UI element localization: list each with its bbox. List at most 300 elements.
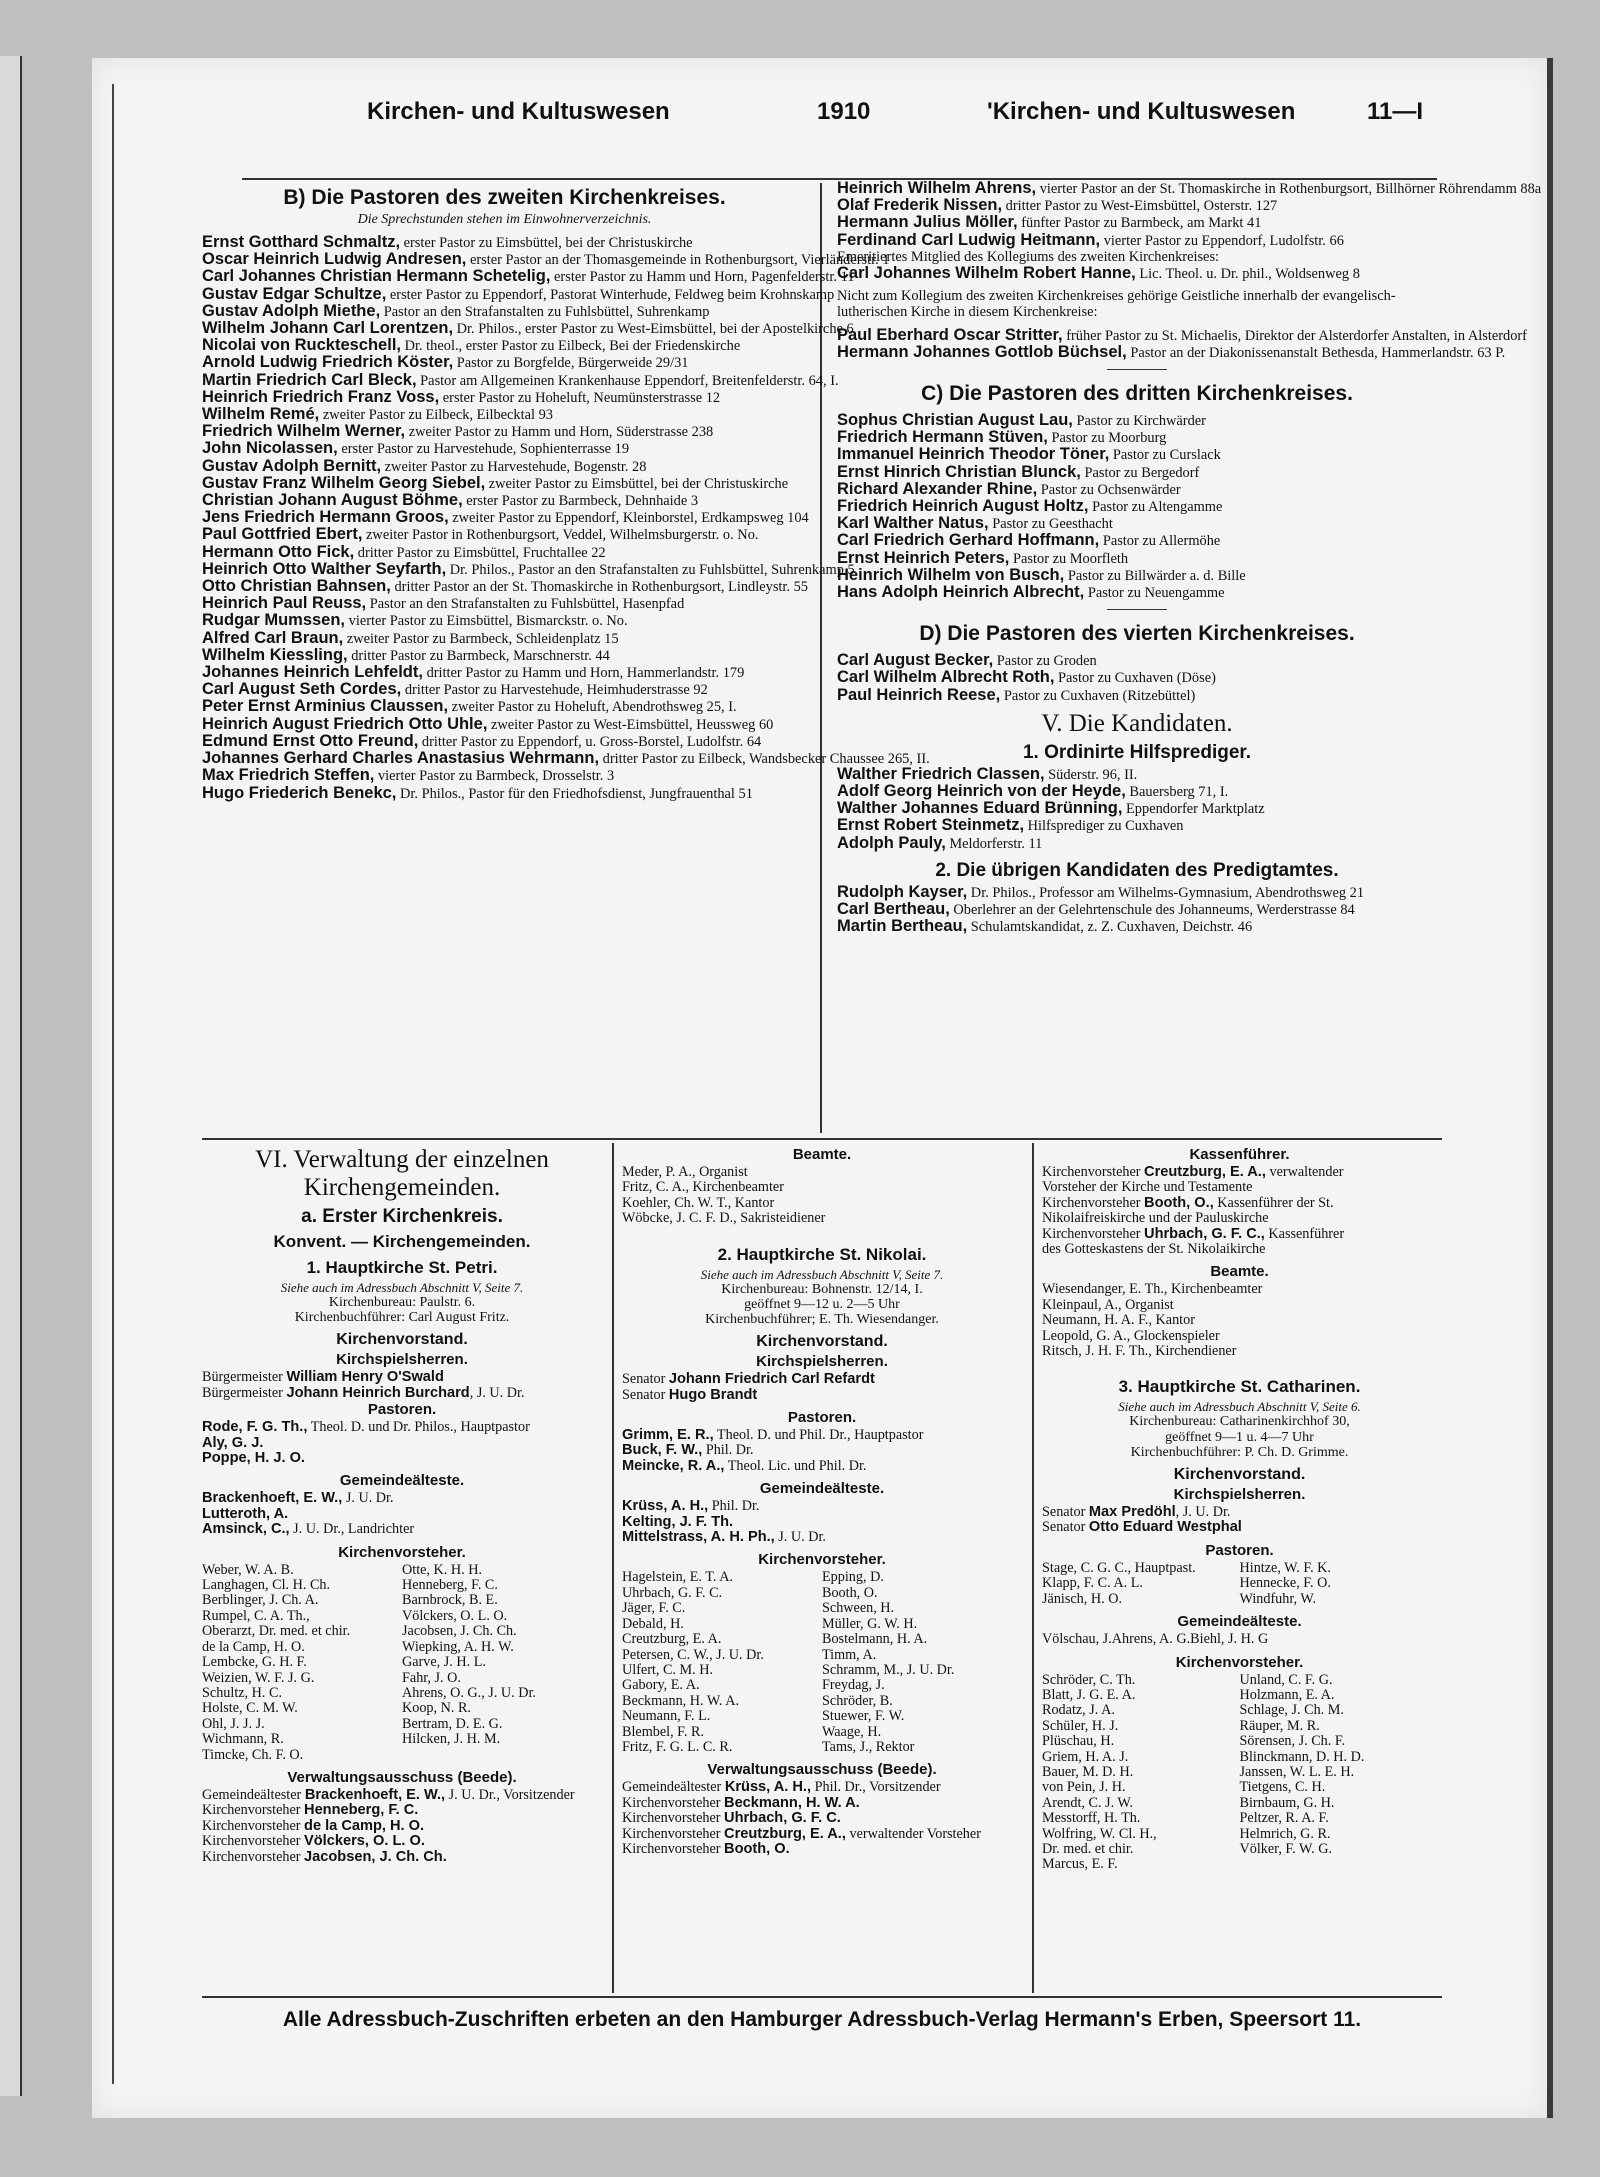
- entry-detail: Dr. theol., erster Pastor zu Eilbeck, Bei der Friedenskirche: [400, 338, 741, 355]
- item-name: Creutzburg, E. A.,: [1144, 1164, 1266, 1180]
- entry-detail: erster Pastor zu Hoheluft, Neumünsterstrasse 12: [439, 389, 721, 406]
- list-item: [1042, 1520, 1437, 1535]
- entry-name: Karl Walther Natus,: [837, 514, 989, 533]
- section-b-title: B) Die Pastoren des zweiten Kirchenkreises.: [283, 186, 726, 209]
- separator: [1107, 369, 1167, 370]
- item-detail: J. U. Dr.: [774, 1529, 826, 1546]
- nikolai-ausschuss-heading: Verwaltungsausschuss (Beede).: [707, 1761, 937, 1779]
- list-item: [622, 1459, 1022, 1474]
- list-item: Schröder, B.: [822, 1692, 893, 1709]
- entry: [202, 595, 807, 612]
- list-item: Jänisch, H. O.: [1042, 1590, 1122, 1607]
- item-detail: Kassenführer: [1264, 1225, 1345, 1242]
- list-item: [1042, 1242, 1437, 1257]
- catharinen-pastoren-left: [1042, 1561, 1240, 1607]
- item-detail: Phil. Dr.: [702, 1442, 754, 1459]
- list-item: de la Camp, H. O.: [202, 1638, 305, 1655]
- entry-detail: Dr. Philos., Professor am Wilhelms-Gymnasium, Abendrothsweg 21: [967, 884, 1365, 901]
- item-detail: Senator: [622, 1386, 669, 1403]
- item-detail: Kirchenvorsteher: [202, 1848, 305, 1865]
- nikolai-aelteste-heading: Gemeindeälteste.: [759, 1480, 885, 1498]
- entry-name: Immanuel Heinrich Theodor Töner,: [837, 445, 1110, 464]
- entry-name: Oscar Heinrich Ludwig Andresen,: [202, 250, 467, 269]
- entry-name: Rudolph Kayser,: [837, 882, 968, 901]
- catharinen-vorsteher-heading: Kirchenvorsteher.: [1175, 1653, 1304, 1671]
- entry-name: Carl Wilhelm Albrecht Roth,: [837, 668, 1055, 687]
- list-item: Räuper, M. R.: [1239, 1717, 1320, 1734]
- entry: [202, 526, 807, 543]
- item-name: Amsinck, C.,: [202, 1521, 290, 1538]
- list-item: Holzmann, E. A.: [1239, 1686, 1335, 1703]
- document-page: [92, 58, 1553, 2118]
- entry: [202, 284, 835, 303]
- catharinen-herren-list: [1042, 1505, 1437, 1536]
- item-detail: verwaltender: [1265, 1164, 1344, 1180]
- catharinen-aelteste-list: [1042, 1632, 1437, 1647]
- list-item: Neumann, H. A. F., Kantor: [1042, 1312, 1195, 1329]
- entry-detail: zweiter Pastor in Rothenburgsort, Veddel, Wilhelmsburgerstr. o. No.: [362, 527, 759, 544]
- entry-detail: Schulamtskandidat, z. Z. Cuxhaven, Deichstr. 46: [967, 919, 1253, 936]
- list-item: Tietgens, C. H.: [1239, 1779, 1326, 1796]
- catharinen-title: 3. Hauptkirche St. Catharinen.: [1118, 1377, 1361, 1397]
- item-name: Krüss, A. H.,: [622, 1498, 709, 1515]
- list-item: Barnbrock, B. E.: [402, 1592, 498, 1609]
- entry-name: Gustav Adolph Bernitt,: [202, 456, 382, 475]
- list-item: [202, 1834, 602, 1849]
- entry-detail: erster Pastor zu Harvestehude, Sophienterrasse 19: [337, 441, 630, 458]
- entry-name: Christian Johann August Böhme,: [202, 491, 463, 510]
- list-item: [622, 1827, 1022, 1842]
- entry: [837, 342, 1506, 361]
- entry-detail: zweiter Pastor zu Eimsbüttel, bei der Christuskirche: [485, 475, 789, 492]
- list-item: Schröder, C. Th.: [1042, 1671, 1136, 1688]
- entry: [202, 681, 807, 698]
- entry-name: Paul Gottfried Ebert,: [202, 525, 363, 544]
- nikolai-geoeffnet: geöffnet 9—12 u. 2—5 Uhr: [744, 1296, 900, 1312]
- list-item: Timcke, Ch. F. O.: [202, 1746, 304, 1763]
- list-item: Jacobsen, J. Ch. Ch.: [402, 1623, 517, 1640]
- entry-name: Carl August Seth Cordes,: [202, 680, 402, 699]
- nikolai-aelteste-list: [622, 1499, 1022, 1545]
- list-item: Petersen, C. W., J. U. Dr.: [622, 1646, 764, 1663]
- catharinen-aelteste-heading: Gemeindeälteste.: [1177, 1613, 1302, 1631]
- entry-detail: Bauersberg 71, I.: [1125, 784, 1229, 801]
- section-d-list: [837, 652, 1437, 704]
- entry-name: Richard Alexander Rhine,: [837, 479, 1038, 498]
- list-item: [202, 1386, 602, 1401]
- entry-name: Paul Heinrich Reese,: [837, 685, 1001, 704]
- petri-pastoren-heading: Pastoren.: [367, 1401, 437, 1419]
- list-item: Blembel, F. R.: [622, 1723, 705, 1740]
- header-left-title: Kirchen- und Kultuswesen: [367, 98, 670, 125]
- list-item: Ritsch, J. H. F. Th., Kirchendiener: [1042, 1343, 1237, 1360]
- list-item: [202, 1850, 602, 1865]
- beamte-1-list: [622, 1165, 1022, 1227]
- item-name: Meincke, R. A.,: [622, 1457, 725, 1474]
- list-item: [1042, 1211, 1437, 1226]
- list-item: Hilcken, J. H. M.: [402, 1731, 501, 1748]
- entry: [202, 698, 807, 715]
- entry-detail: Oberlehrer an der Gelehrtenschule des Johanneums, Werderstrasse 84: [949, 902, 1355, 919]
- list-item: Koop, N. R.: [402, 1700, 471, 1717]
- entry: [202, 267, 855, 286]
- item-detail: Senator: [1042, 1519, 1089, 1536]
- catharinen-geoeffnet: geöffnet 9—1 u. 4—7 Uhr: [1165, 1429, 1314, 1445]
- section-d-title: D) Die Pastoren des vierten Kirchenkreises.: [919, 622, 1355, 646]
- list-item: Schlage, J. Ch. M.: [1239, 1702, 1344, 1719]
- list-item: Bauer, M. D. H.: [1042, 1763, 1134, 1780]
- entry-detail: erster Pastor zu Barmbeck, Dehnhaide 3: [462, 493, 699, 510]
- list-item: [202, 1370, 602, 1385]
- item-name: Johann Friedrich Carl Refardt: [668, 1371, 875, 1388]
- right-top-column: [837, 179, 1542, 936]
- entry-name: Alfred Carl Braun,: [202, 628, 344, 647]
- item-detail: Senator: [1042, 1504, 1089, 1521]
- list-item: [622, 1780, 1022, 1795]
- entry-detail: Dr. Philos., Pastor für den Friedhofsdienst, Jungfrauenthal 51: [396, 785, 753, 802]
- catharinen-vorsteher-left: [1042, 1673, 1240, 1873]
- item-detail: Bürgermeister: [202, 1369, 287, 1386]
- item-name: Beckmann, H. W. A.: [724, 1794, 860, 1811]
- entry-name: Martin Bertheau,: [837, 917, 968, 936]
- item-name: de la Camp, H. O.: [304, 1817, 425, 1834]
- entry-name: Max Friedrich Steffen,: [202, 766, 375, 785]
- entry-detail: dritter Pastor zu Barmbeck, Marschnerstr. 44: [347, 647, 610, 664]
- entry-detail: Pastor zu Moorfleth: [1009, 550, 1129, 567]
- entry-name: Heinrich Wilhelm von Busch,: [837, 565, 1065, 584]
- entry-name: Carl August Becker,: [837, 651, 994, 670]
- petri-ausschuss-list: [202, 1788, 602, 1865]
- list-item: Neumann, F. L.: [622, 1708, 711, 1725]
- entry: [837, 446, 1437, 463]
- petri-vorsteher-left: [202, 1563, 402, 1763]
- list-item: Otte, K. H. H.: [402, 1561, 482, 1578]
- entry-detail: zweiter Pastor zu Eilbeck, Eilbecktal 93: [319, 407, 553, 424]
- list-item: Wöbcke, J. C. F. D., Sakristeidiener: [622, 1210, 826, 1227]
- entry-detail: Pastor zu Neuengamme: [1084, 585, 1225, 602]
- entry-name: Sophus Christian August Lau,: [837, 411, 1073, 430]
- nikolai-title: 2. Hauptkirche St. Nikolai.: [717, 1244, 927, 1264]
- entry: [202, 303, 807, 320]
- item-detail: Gemeindeältester: [622, 1779, 725, 1796]
- entry-name: Hermann Johannes Gottlob Büchsel,: [837, 342, 1127, 361]
- list-item: von Pein, J. H.: [1042, 1779, 1126, 1796]
- vi-title-2: Kirchengemeinden.: [303, 1174, 501, 1201]
- catharinen-pastoren-heading: Pastoren.: [1205, 1541, 1274, 1559]
- entry-name: Jens Friedrich Hermann Groos,: [202, 508, 449, 527]
- list-item: Blatt, J. G. E. A.: [1042, 1686, 1136, 1703]
- item-detail: Kirchenvorsteher: [202, 1833, 305, 1850]
- ordinated-list: [837, 766, 1437, 852]
- item-detail: Senator: [622, 1371, 669, 1388]
- item-detail: Nikolaifreiskirche und der Pauluskirche: [1042, 1210, 1269, 1227]
- nikolai-vorsteher-table: [622, 1570, 1022, 1755]
- other-candidates-list: [837, 884, 1437, 936]
- emeritus-entry: [837, 265, 1437, 282]
- item-name: Mittelstrass, A. H. Ph.,: [622, 1529, 775, 1546]
- item-detail: Kassenführer der St.: [1213, 1194, 1334, 1211]
- nikolai-buchfuehrer: Kirchenbuchführer; E. Th. Wiesendanger.: [705, 1312, 939, 1328]
- nikolai-herren-list: [622, 1372, 1022, 1403]
- entry: [202, 423, 807, 440]
- entry: [202, 664, 807, 681]
- entry-detail: dritter Pastor zu Eimsbüttel, Fruchtallee 22: [354, 544, 606, 561]
- list-item: Schultz, H. C.: [202, 1684, 282, 1701]
- list-item: Helmrich, G. R.: [1239, 1825, 1331, 1842]
- list-item: Birnbaum, G. H.: [1239, 1794, 1335, 1811]
- item-name: Rode, F. G. Th.,: [202, 1419, 308, 1436]
- entry-detail: dritter Pastor zu Eppendorf, u. Gross-Borstel, Ludolfstr. 64: [418, 733, 762, 750]
- entry-detail: vierter Pastor zu Barmbeck, Drosselstr. 3: [374, 768, 615, 785]
- section-b-subtitle: Die Sprechstunden stehen im Einwohnerverzeichnis.: [357, 212, 652, 227]
- entry-name: John Nicolassen,: [202, 439, 338, 458]
- entry-name: Johannes Heinrich Lehfeldt,: [202, 663, 423, 682]
- entry: [837, 179, 1542, 197]
- entry-name: Carl Bertheau,: [837, 900, 950, 919]
- other-clergy-note: Nicht zum Kollegium des zweiten Kirchenkreises gehörige Geistliche innerhalb der evangelisch-lutherischen Kirche in diesem Kirchenkreise:: [837, 288, 1396, 321]
- list-item: [202, 1819, 602, 1834]
- list-item: Henneberg, F. C.: [402, 1577, 498, 1594]
- entry: [837, 498, 1437, 515]
- list-item: Völckers, O. L. O.: [402, 1607, 508, 1624]
- catharinen-pastoren-table: [1042, 1561, 1437, 1607]
- list-item: Müller, G. W. H.: [822, 1615, 918, 1632]
- entry-name: Martin Friedrich Carl Bleck,: [202, 370, 417, 389]
- list-item: [202, 1507, 602, 1522]
- entry-name: Rudgar Mumssen,: [202, 611, 346, 630]
- item-name: Poppe, H. J. O.: [202, 1450, 305, 1467]
- entry-name: Wilhelm Kiessling,: [202, 645, 348, 664]
- entry: [837, 550, 1437, 567]
- header-right-title: 'Kirchen- und Kultuswesen: [987, 98, 1296, 125]
- item-detail: , J. U. Dr.: [469, 1384, 525, 1401]
- entry: [837, 197, 1437, 214]
- catharinen-vorsteher-table: [1042, 1673, 1437, 1873]
- list-item: [1042, 1180, 1437, 1195]
- entry-name: Friedrich Heinrich August Holtz,: [837, 497, 1089, 516]
- entry-name: Adolf Georg Heinrich von der Heyde,: [837, 782, 1126, 801]
- entry-detail: Pastor zu Altengamme: [1088, 499, 1223, 516]
- list-item: Griem, H. A. J.: [1042, 1748, 1129, 1765]
- list-item: Schramm, M., J. U. Dr.: [822, 1661, 955, 1678]
- entry: [202, 250, 890, 269]
- list-item: Hagelstein, E. T. A.: [622, 1569, 733, 1586]
- item-name: Völckers, O. L. O.: [304, 1833, 425, 1850]
- item-name: Krüss, A. H.,: [724, 1779, 812, 1796]
- nikolai-vorsteher-left: [622, 1570, 822, 1755]
- separator: [1107, 609, 1167, 610]
- entry-detail: Dr. Philos., erster Pastor zu West-Eimsbüttel, bei der Apostelkirche 6: [453, 321, 854, 338]
- list-item: Marcus, E. F.: [1042, 1856, 1118, 1873]
- entry-detail: Pastor zu Moorburg: [1047, 430, 1167, 447]
- entry-name: Walther Friedrich Classen,: [837, 764, 1045, 783]
- item-name: Jacobsen, J. Ch. Ch.: [304, 1848, 447, 1865]
- petri-vorsteher-heading: Kirchenvorsteher.: [338, 1543, 466, 1561]
- list-item: Meder, P. A., Organist: [622, 1164, 748, 1180]
- kassen-heading: Kassenführer.: [1189, 1146, 1290, 1163]
- list-item: Völschau, J.: [1042, 1631, 1112, 1648]
- list-item: Gabory, E. A.: [622, 1677, 700, 1694]
- catharinen-column: [1042, 1146, 1437, 1873]
- list-item: Hintze, W. F. K.: [1239, 1559, 1331, 1576]
- list-item: Jäger, F. C.: [622, 1600, 686, 1617]
- section-v-sub1: 1. Ordinirte Hilfsprediger.: [1022, 741, 1252, 763]
- entry: [837, 481, 1437, 498]
- entry-detail: zweiter Pastor zu Hamm und Horn, Süderstrasse 238: [405, 424, 714, 441]
- list-item: Uhrbach, G. F. C.: [622, 1584, 723, 1601]
- entry: [202, 475, 807, 492]
- list-item: Janssen, W. L. E. H.: [1239, 1763, 1355, 1780]
- entry: [202, 612, 807, 629]
- item-detail: Vorsteher der Kirche und Testamente: [1042, 1179, 1253, 1196]
- entry-name: Carl Friedrich Gerhard Hoffmann,: [837, 531, 1100, 550]
- entry: [202, 354, 807, 371]
- petri-ausschuss-heading: Verwaltungsausschuss (Beede).: [287, 1768, 517, 1786]
- entry-name: Friedrich Wilhelm Werner,: [202, 422, 406, 441]
- footer-rule: [202, 1996, 1442, 1998]
- item-name: Brackenhoeft, E. W.,: [304, 1786, 446, 1803]
- entry-detail: erster Pastor zu Hamm und Horn, Pagenfelderstr. 11: [550, 269, 855, 286]
- entry-name: Carl Johannes Wilhelm Robert Hanne,: [837, 264, 1136, 283]
- list-item: Dr. med. et chir.: [1042, 1840, 1134, 1857]
- entry-name: Ferdinand Carl Ludwig Heitmann,: [837, 230, 1101, 249]
- list-item: [202, 1803, 602, 1818]
- list-item: Bostelmann, H. A.: [822, 1631, 928, 1648]
- list-item: [622, 1428, 1022, 1443]
- entry: [837, 835, 1437, 852]
- entry: [202, 767, 807, 784]
- entry: [202, 509, 807, 526]
- entry: [202, 234, 807, 251]
- petri-vorstand-heading: Kirchenvorstand.: [336, 1331, 468, 1349]
- list-item: Timm, A.: [822, 1646, 877, 1663]
- entry-detail: früher Pastor zu St. Michaelis, Direktor der Alsterdorfer Anstalten, in Alsterdorf: [1062, 327, 1527, 344]
- list-item: Völker, F. W. G.: [1239, 1840, 1332, 1857]
- entry-name: Heinrich Paul Reuss,: [202, 594, 367, 613]
- entry-detail: dritter Pastor zu West-Eimsbüttel, Osterstr. 127: [1002, 198, 1278, 215]
- entry-detail: erster Pastor zu Eimsbüttel, bei der Christuskirche: [400, 235, 693, 251]
- entry-detail: zweiter Pastor zu Eppendorf, Kleinborstel, Erdkampsweg 104: [448, 510, 809, 527]
- list-item: [202, 1522, 602, 1537]
- list-item: [622, 1796, 1022, 1811]
- entry: [837, 884, 1437, 901]
- list-item: Hennecke, F. O.: [1239, 1575, 1331, 1592]
- header-page-number: 11—I: [1367, 98, 1424, 125]
- petri-title: 1. Hauptkirche St. Petri.: [306, 1258, 498, 1277]
- item-name: Lutteroth, A.: [202, 1505, 289, 1522]
- list-item: Garve, J. H. L.: [402, 1654, 486, 1671]
- entry-detail: vierter Pastor an der St. Thomaskirche in Rothenburgsort, Billhörner Röhrendamm 88a: [1036, 181, 1542, 197]
- entry-detail: Pastor am Allgemeinen Krankenhause Eppendorf, Breitenfelderstr. 64, I.: [416, 372, 839, 389]
- petri-herren-heading: Kirchspielsherren.: [336, 1351, 468, 1369]
- list-item: [202, 1436, 602, 1451]
- entry-name: Walther Johannes Eduard Brünning,: [837, 799, 1123, 818]
- catharinen-vorsteher-right: [1240, 1673, 1438, 1873]
- item-detail: , J. U. Dr.: [1175, 1504, 1231, 1521]
- entry-name: Adolph Pauly,: [837, 833, 946, 852]
- item-detail: J. U. Dr., Vorsitzender: [445, 1786, 575, 1803]
- entry-detail: Pastor zu Cuxhaven (Ritzebüttel): [1000, 687, 1196, 704]
- entry: [837, 687, 1437, 704]
- item-name: Henneberg, F. C.: [304, 1802, 419, 1819]
- list-item: [622, 1811, 1022, 1826]
- nikolai-vorsteher-right: [822, 1570, 1022, 1755]
- header-year: 1910: [817, 98, 871, 125]
- list-item: [1042, 1227, 1437, 1242]
- list-item: Plüschau, H.: [1042, 1733, 1115, 1750]
- section-c-title: C) Die Pastoren des dritten Kirchenkreises.: [921, 382, 1353, 406]
- item-detail: Kirchenvorsteher: [622, 1810, 725, 1827]
- kassen-list: [1042, 1165, 1437, 1257]
- entry-name: Heinrich Friedrich Franz Voss,: [202, 387, 440, 406]
- item-name: Creutzburg, E. A.,: [724, 1825, 846, 1842]
- entry-name: Paul Eberhard Oscar Stritter,: [837, 325, 1063, 344]
- list-item: Ahrens, A. G.: [1111, 1631, 1191, 1648]
- list-item: Wiepking, A. H. W.: [402, 1638, 514, 1655]
- entry-name: Hans Adolph Heinrich Albrecht,: [837, 583, 1085, 602]
- list-item: Ulfert, C. M. H.: [622, 1661, 714, 1678]
- entry-detail: fünfter Pastor zu Barmbeck, am Markt 41: [1017, 215, 1262, 232]
- emeritus-note: Emeritiertes Mitglied des Kollegiums des zweiten Kirchenkreises:: [837, 248, 1220, 265]
- list-item: [622, 1499, 1022, 1514]
- entry: [837, 515, 1437, 532]
- entry: [837, 429, 1437, 446]
- entry-detail: zweiter Pastor zu Barmbeck, Schleidenplatz 15: [343, 630, 619, 647]
- entry-detail: dritter Pastor an der St. Thomaskirche in Rothenburgsort, Lindleystr. 55: [390, 579, 808, 596]
- list-item: Ohl, J. J. J.: [202, 1715, 265, 1732]
- list-item: Wolfring, W. Cl. H.,: [1042, 1825, 1157, 1842]
- entry-detail: dritter Pastor zu Hamm und Horn, Hammerlandstr. 179: [422, 665, 745, 682]
- mid-rule: [202, 1138, 1442, 1140]
- list-item: Lembcke, G. H. F.: [202, 1654, 307, 1671]
- entry: [202, 319, 854, 338]
- item-detail: Theol. D. und Dr. Philos., Hauptpastor: [307, 1419, 530, 1436]
- nikolai-pastoren-list: [622, 1428, 1022, 1474]
- item-detail: Bürgermeister: [202, 1384, 287, 1401]
- item-detail: Kirchenvorsteher: [622, 1794, 725, 1811]
- beamte-2-list: [1042, 1282, 1437, 1359]
- item-detail: Theol. D. und Phil. Dr., Hauptpastor: [713, 1427, 924, 1444]
- list-item: [1042, 1505, 1437, 1520]
- entry: [202, 716, 807, 733]
- list-item: Oberarzt, Dr. med. et chir.: [202, 1623, 351, 1640]
- entry-name: Hermann Otto Fick,: [202, 542, 355, 561]
- item-name: Booth, O.: [724, 1840, 790, 1857]
- entry-detail: zweiter Pastor zu West-Eimsbüttel, Heussweg 60: [487, 716, 774, 733]
- nikolai-siehe: Siehe auch im Adressbuch Abschnitt V, Seite 7.: [700, 1266, 944, 1282]
- entry: [202, 733, 807, 750]
- entry: [202, 630, 807, 647]
- entry: [837, 265, 1437, 282]
- list-item: Stage, C. G. C., Hauptpast.: [1042, 1559, 1196, 1576]
- entry: [837, 532, 1437, 549]
- item-name: Johann Heinrich Burchard: [286, 1384, 470, 1401]
- entry: [837, 567, 1437, 584]
- nikolai-vorstand-heading: Kirchenvorstand.: [756, 1333, 888, 1351]
- entry-detail: vierter Pastor zu Eimsbüttel, Bismarckstr. o. No.: [345, 613, 628, 630]
- list-item: Weizien, W. F. J. G.: [202, 1669, 315, 1686]
- item-detail: Kirchenvorsteher: [202, 1802, 305, 1819]
- entry-name: Ernst Gotthard Schmaltz,: [202, 233, 401, 251]
- catharinen-bureau: Kirchenbureau: Catharinenkirchhof 30,: [1129, 1414, 1350, 1430]
- item-detail: Gemeindeältester: [202, 1786, 305, 1803]
- item-name: Uhrbach, G. F. C.,: [1144, 1225, 1265, 1242]
- nikolai-bureau: Kirchenbureau: Bohnenstr. 12/14, I.: [721, 1281, 923, 1297]
- item-name: Otto Eduard Westphal: [1088, 1519, 1242, 1536]
- item-detail: J. U. Dr., Landrichter: [289, 1521, 415, 1538]
- list-item: Holste, C. M. W.: [202, 1700, 298, 1717]
- item-name: William Henry O'Swald: [286, 1369, 444, 1386]
